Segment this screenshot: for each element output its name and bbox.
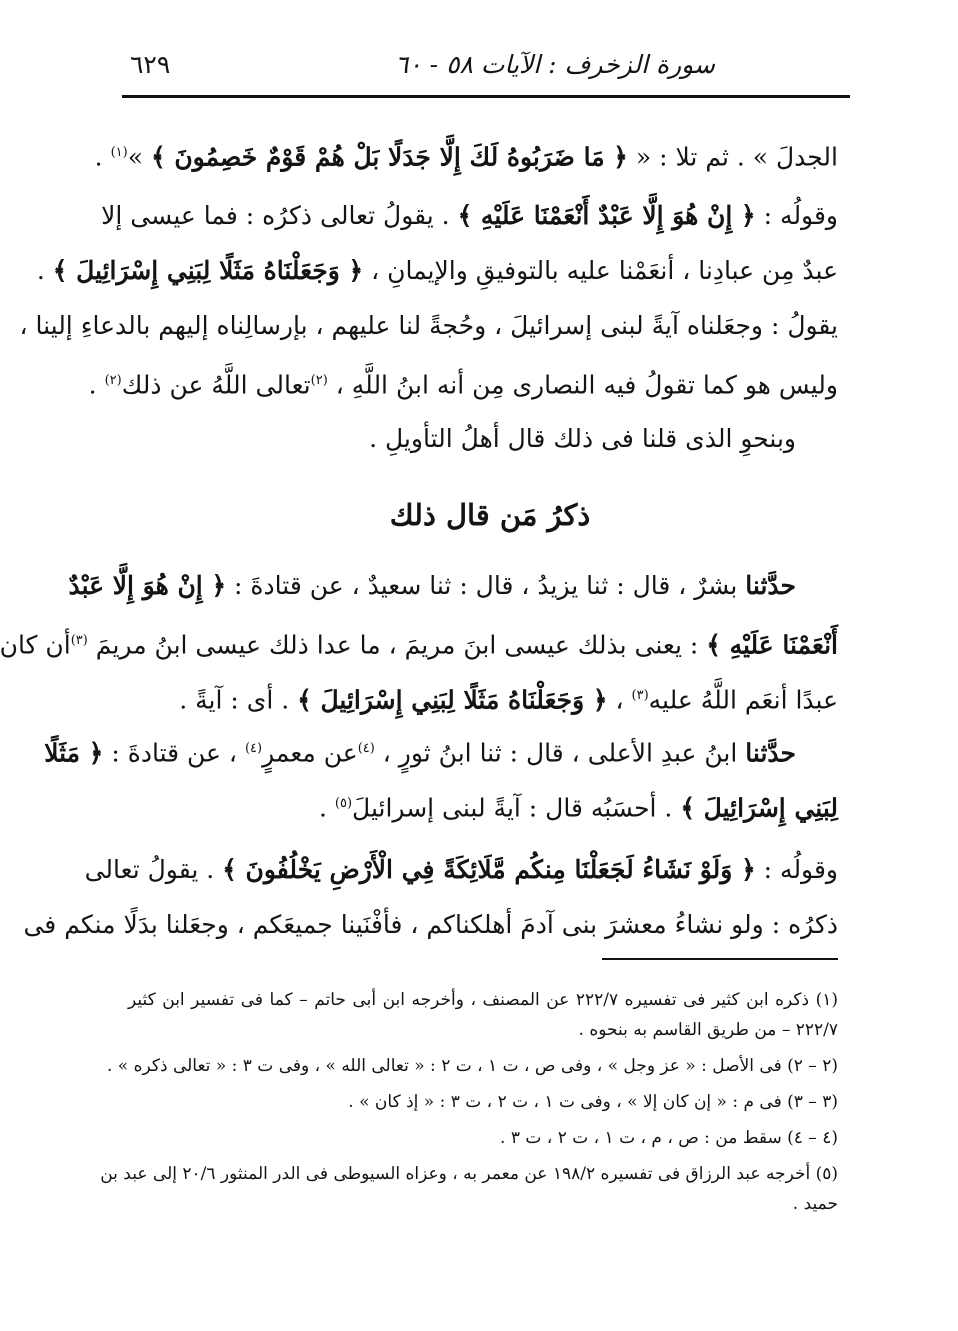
text-line xyxy=(84,842,838,897)
text-run: بشرٌ ، قال : ثنا يزيدُ ، قال : ثنا سعيدٌ ، عن قتادةَ : xyxy=(226,571,746,600)
quran-verse: أَنْعَمْنَا عَلَيْهِ ﴾ xyxy=(706,630,838,660)
text-run: ذكرُه : ولو نشاءُ معشرَ بنى آدمَ أهلكناكم ، فأفْنَينا جميعَكم ، وجعَلنا بدَلًا منكم فى xyxy=(23,910,838,939)
quran-verse: ﴿ مَثَلًا xyxy=(44,738,104,768)
text-run: . xyxy=(88,370,105,400)
text-line xyxy=(138,411,838,466)
footnote-continuation: ٢٢٢/٧ – من طريق القاسم به بنحوه . xyxy=(578,1020,838,1040)
footnote: (٤ – ٤) سقط من : ص ، م ، ت ١ ، ت ٢ ، ت ٣ . xyxy=(500,1128,838,1148)
text-line xyxy=(138,776,838,831)
footnotes xyxy=(100,985,838,1219)
footnote: (٥) أخرجه عبد الرزاق فى تفسيره ١٩٨/٢ عن معمر به ، وعزاه السيوطى فى الدر المنثور ٢٠/٦ إلى عبد بن xyxy=(100,1164,838,1184)
paragraph-5 xyxy=(44,721,838,831)
footnote-ref: (٢) xyxy=(104,373,122,388)
text-run: وليس هو كما تقولُ فيه النصارى مِن أنه ابنُ اللَّهِ ، xyxy=(327,370,838,400)
text-run: أن كان xyxy=(0,630,71,660)
footnote-ref: (٣) xyxy=(631,688,649,703)
footnote: (٢ – ٢) فى الأصل : « عز وجل » ، وفى ص ، ت ١ ، ت ٢ : « تعالى الله » ، وفى ت ٣ : « تعالى ذكره » . xyxy=(106,1056,838,1076)
text-line xyxy=(0,613,838,668)
quran-verse: ﴿ إِنْ هُوَ إِلَّا عَبْدٌ xyxy=(68,571,227,600)
footnote-ref: (٤) xyxy=(357,741,375,756)
text-run: . xyxy=(318,793,335,823)
narration-keyword: حدَّثنا xyxy=(745,738,796,768)
text-run: . xyxy=(36,256,53,285)
text-run: وقولُه : xyxy=(755,855,838,884)
text-run: ابنُ عبدِ الأعلى ، قال : ثنا ابنُ ثورٍ ، xyxy=(374,738,746,768)
footnote-ref: (٤) xyxy=(244,741,263,756)
text-run: عن معمرٍ xyxy=(262,738,358,768)
footnote-ref: (١) xyxy=(110,145,128,160)
text-line xyxy=(88,353,838,408)
quran-verse: ﴿ إِنْ هُوَ إِلَّا عَبْدٌ أَنْعَمْنَا عَلَيْهِ ﴾ xyxy=(457,201,756,230)
paragraph-2 xyxy=(19,188,838,408)
text-run: الجدلَ » . ثم تلا : « xyxy=(627,142,838,172)
text-run: وبنحوِ الذى قلنا فى ذلك قال أهلُ التأويلِ . xyxy=(369,424,796,453)
text-run: . أى : آيةً . xyxy=(179,685,298,715)
paragraph-1 xyxy=(94,125,838,180)
text-run: ، عن قتادةَ : xyxy=(103,738,245,768)
quran-verse: ﴿ وَلَوْ نَشَاءُ لَجَعَلْنَا مِنكُم مَّلَائِكَةً فِي الْأَرْضِ يَخْلُفُونَ ﴾ xyxy=(222,855,756,884)
section-heading: ذكرُ مَن قال ذلك xyxy=(389,498,591,532)
text-line xyxy=(23,897,838,952)
text-run: : يعنى بذلك عيسى ابنَ مريمَ ، ما عدا ذلك عيسى ابنُ مريمَ xyxy=(87,630,707,660)
narration-keyword: حدَّثنا xyxy=(745,571,796,600)
footnote-ref: (٢) xyxy=(310,373,328,388)
footnote: (١) ذكره ابن كثير فى تفسيره ٢٢٢/٧ عن المصنف ، وأخرجه ابن أبى حاتم – كما فى تفسير ابن كثير xyxy=(128,990,838,1010)
text-run: » xyxy=(127,142,151,172)
paragraph-4 xyxy=(0,558,838,723)
paragraph-3 xyxy=(138,411,838,466)
quran-verse: ﴿ مَا ضَرَبُوهُ لَكَ إِلَّا جَدَلًا بَلْ هُمْ قَوْمٌ خَصِمُونَ ﴾ xyxy=(150,142,628,172)
text-run: عبدًا أنعَم اللَّهُ عليه xyxy=(648,685,838,715)
quran-verse: ﴿ وَجَعَلْنَاهُ مَثَلًا لِبَنِي إِسْرَائِيلَ ﴾ xyxy=(52,256,364,285)
header-rule xyxy=(122,95,850,98)
text-line xyxy=(68,558,838,613)
text-line xyxy=(44,721,838,776)
text-run: تعالى اللَّهُ عن ذلك xyxy=(121,370,311,400)
paragraph-6 xyxy=(23,842,838,952)
page-number: ٦٢٩ xyxy=(130,50,171,79)
text-run: وقولُه : xyxy=(755,201,838,230)
text-line xyxy=(138,668,838,723)
page-header xyxy=(122,42,850,92)
text-run: عبدٌ مِن عبادِنا ، أنعَمْنا عليه بالتوفيقِ والإيمانِ ، xyxy=(363,256,838,285)
text-run: . أحسَبُه قال : آيةً لبنى إسرائيلَ xyxy=(352,793,681,823)
footnote-separator xyxy=(602,958,838,960)
footnote-ref: (٥) xyxy=(334,796,353,811)
footnote-continuation: حميد . xyxy=(792,1194,838,1214)
text-line xyxy=(19,298,838,353)
text-run: يقولُ : وجعَلناه آيةً لبنى إسرائيلَ ، وحُجةً لنا عليهم ، بإرسالِناه إليهم بالدعاءِ إلينا ، xyxy=(19,311,838,340)
quran-verse: ﴿ وَجَعَلْنَاهُ مَثَلًا لِبَنِي إِسْرَائِيلَ ﴾ xyxy=(297,685,608,715)
footnote: (٣ – ٣) فى م : « إن كان إلا » ، وفى ت ١ ، ت ٢ ، ت ٣ : « إذ كان » . xyxy=(348,1092,838,1112)
text-run: . xyxy=(94,142,111,172)
text-run: . يقولُ تعالى xyxy=(84,855,223,884)
text-run: . يقولُ تعالى ذكرُه : فما عيسى إلا xyxy=(101,201,458,230)
text-run: ، xyxy=(607,685,632,715)
running-title: سورة الزخرف : الآيات ٥٨ - ٦٠ xyxy=(394,50,715,79)
footnote-ref: (٣) xyxy=(70,633,88,648)
quran-verse: لِبَنِي إِسْرَائِيلَ ﴾ xyxy=(680,793,838,823)
text-line xyxy=(36,243,838,298)
text-line xyxy=(101,188,838,243)
text-line xyxy=(94,125,838,180)
